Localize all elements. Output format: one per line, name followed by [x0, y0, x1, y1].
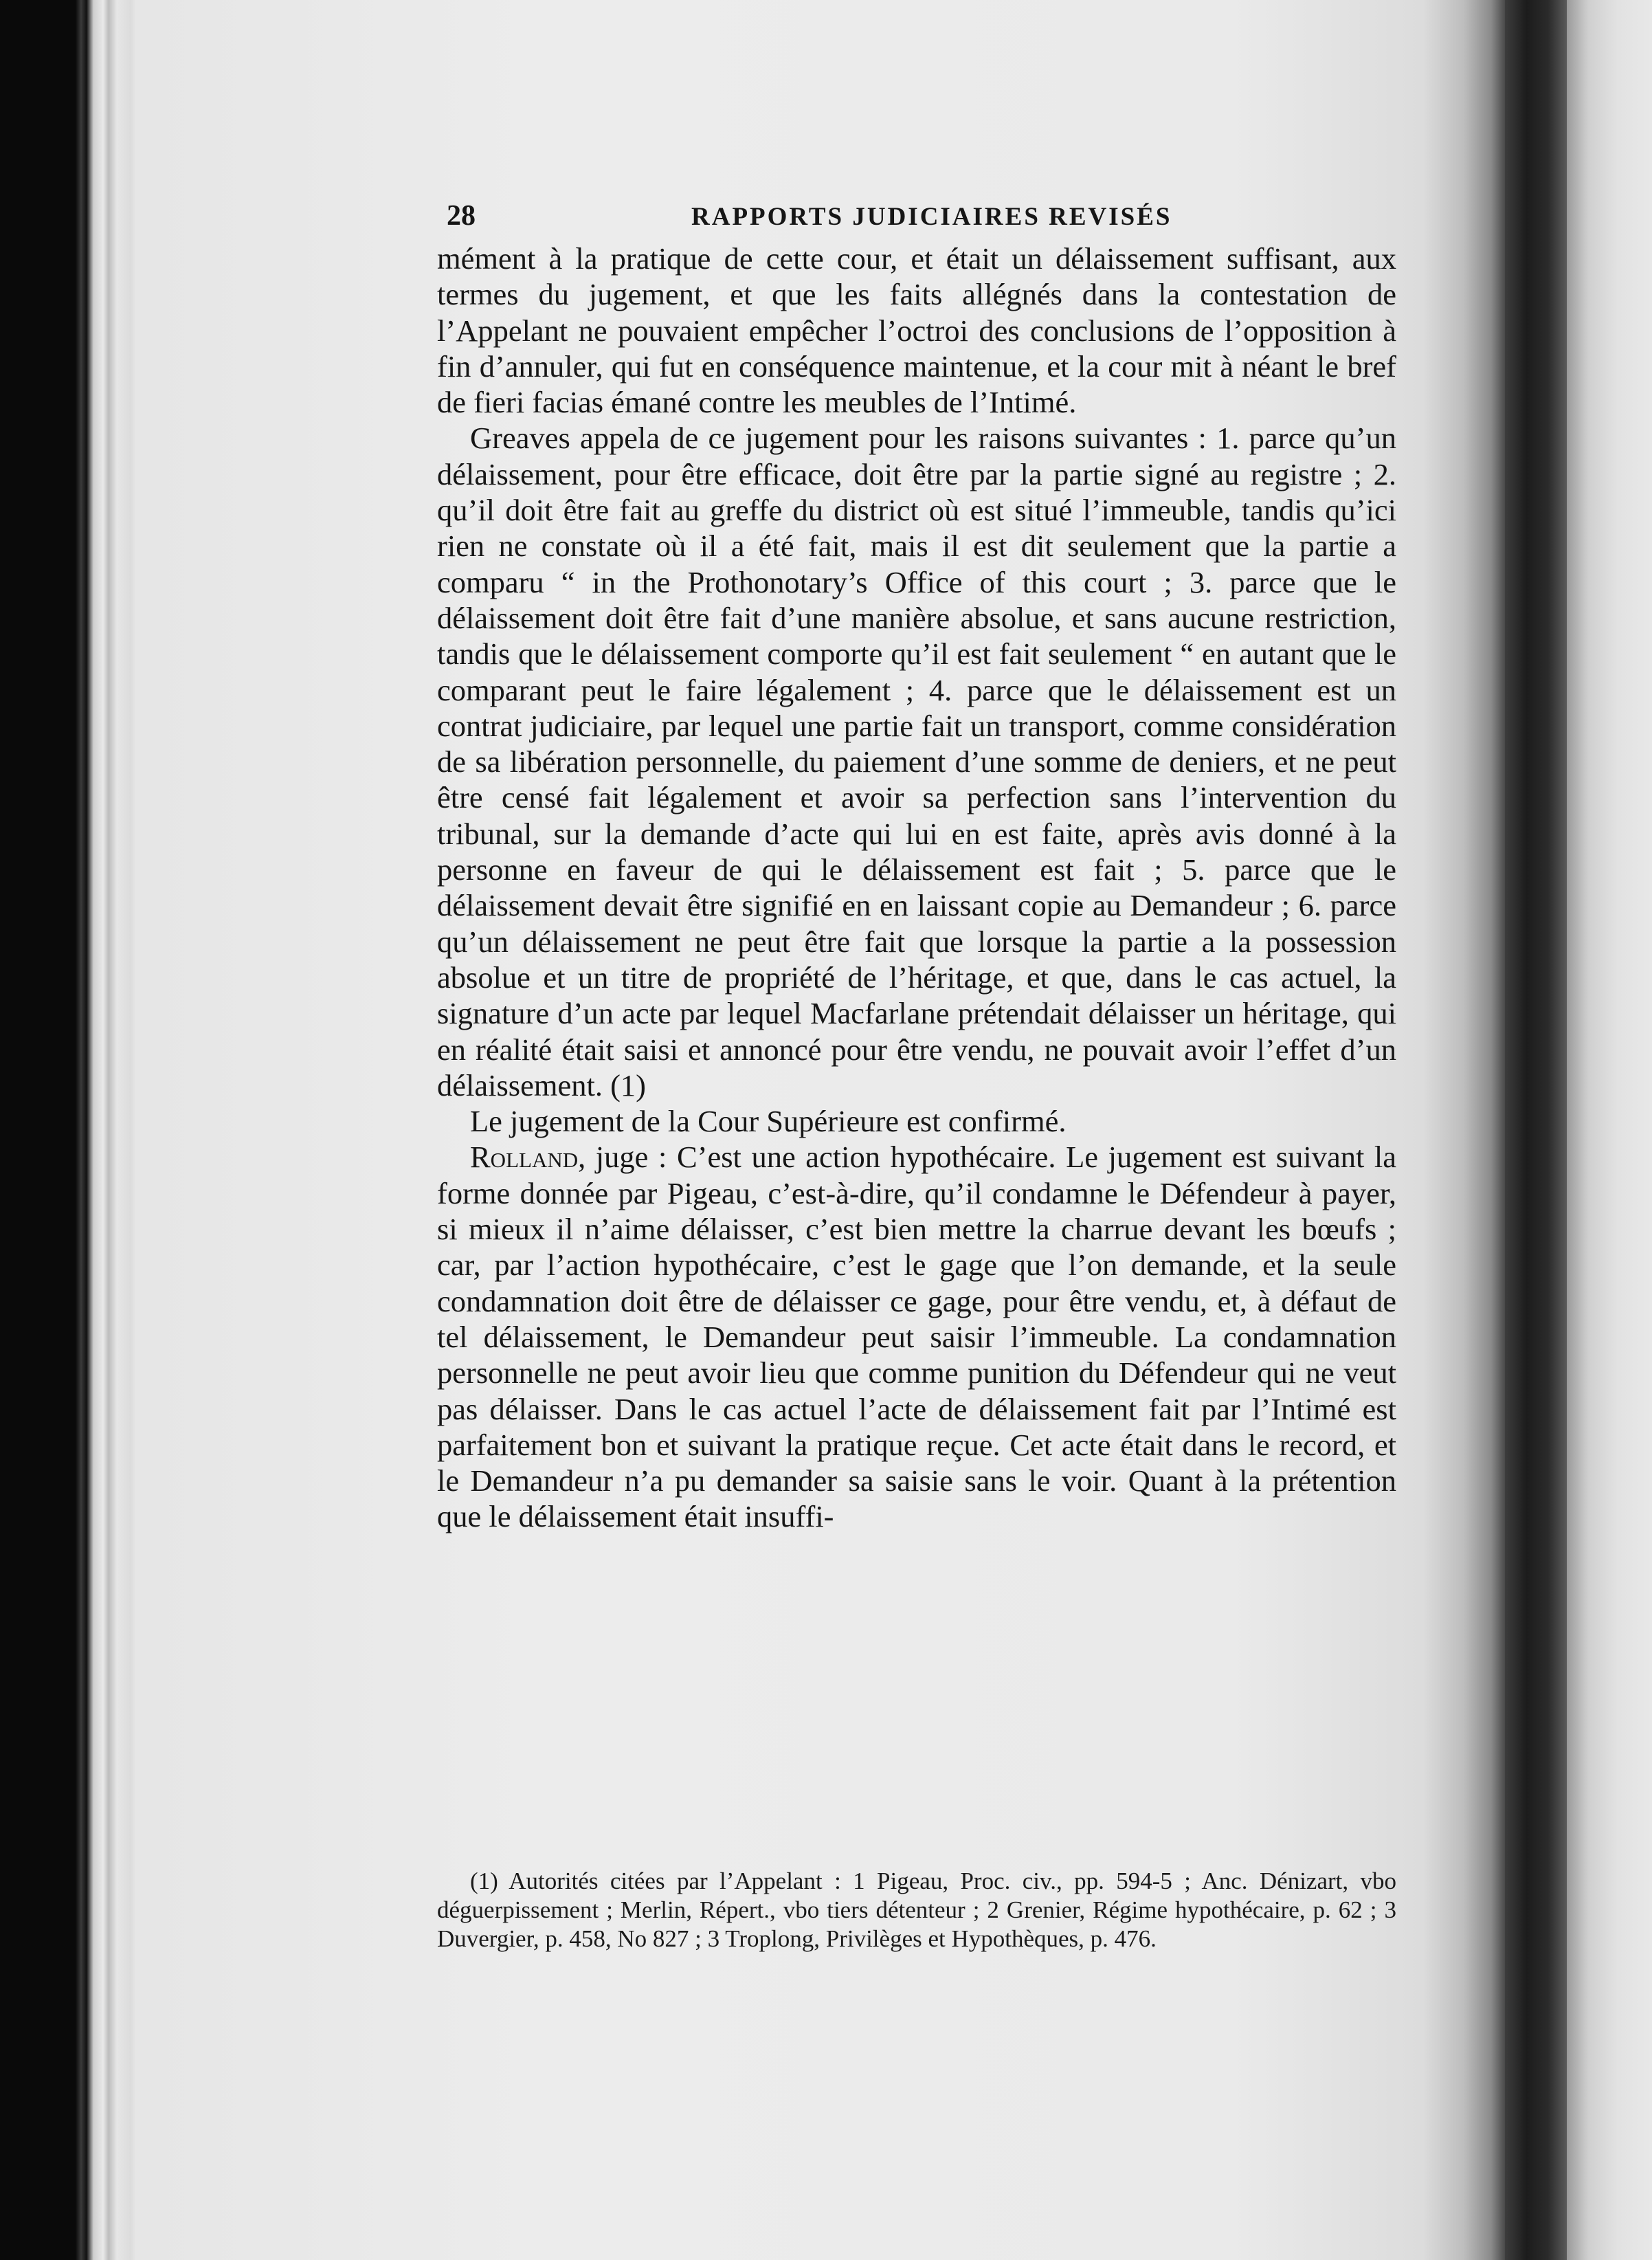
page-text-block — [437, 199, 1396, 1535]
body-text — [437, 241, 1396, 1535]
paragraph-continuation: mément à la pratique de cette cour, et était un délaissement suffisant, aux termes du jugement, et que les faits allégnés dans la contestation de l’Appelant ne pouvaient empêcher l’octroi des conclusions de l’opposition à fin d’annuler, qui fut en conséquence maintenue, et la cour mit à néant le bref de fieri facias émané contre les meubles de l’Intimé. — [437, 241, 1396, 420]
running-title: RAPPORTS JUDICIAIRES REVISÉS — [691, 203, 1172, 231]
judge-name: Rolland, — [470, 1140, 586, 1175]
page-number: 28 — [447, 200, 476, 232]
binding-edge — [0, 0, 137, 2260]
paragraph-judgment: Le jugement de la Cour Supérieure est confirmé. — [470, 1104, 1067, 1139]
running-head — [437, 199, 1396, 241]
paragraph-appeal-reasons: Greaves appela de ce jugement pour les raisons suivantes : 1. parce qu’un délaissement, pour être efficace, doit être par la partie signé au registre ; 2. qu’il doit être fait au greffe du district où est situé l’immeuble, tandis qu’ici rien ne constate où il a été fait, mais il est dit seulement que la partie a comparu “ in the Prothonotary’s Office of this court ; 3. parce que le délaissement doit être fait d’une manière absolue, et sans aucune restriction, tandis que le délaissement comporte qu’il est fait seulement “ en autant que le comparant peut le faire légalement ; 4. parce que le délaissement est un contrat judiciaire, par lequel une partie fait un transport, comme considération de sa libération personnelle, du paiement d’une somme de deniers, et ne peut être censé fait légalement et avoir sa perfection sans l’intervention du tribunal, sur la demande d’acte qui lui en est faite, après avis donné à la personne en faveur de qui le délaissement est fait ; 5. parce que le délaissement devait être signifié en en laissant copie au Demandeur ; 6. parce qu’un délaissement ne peut être fait que lorsque la partie a la possession absolue et un titre de propriété de l’héritage, et que, dans le cas actuel, la signature d’un acte par lequel Macfarlane prétendait délaisser un héritage, qui en réalité était saisi et annoncé pour être vendu, ne pouvait avoir l’effet d’un délaissement. (1) — [437, 421, 1396, 1103]
paragraph-rolland-opinion — [437, 1139, 1396, 1534]
footnotes — [437, 1867, 1396, 1953]
opinion-text: juge : C’est une action hypothécaire. Le jugement est suivant la forme donnée par Pigeau, c’est-à-dire, qu’il condamne le Défendeur à payer, si mieux il n’aime délaisser, c’est bien mettre la charrue devant les bœufs ; car, par l’action hypothécaire, c’est le gage que l’on demande, et la seule condamnation doit être de délaisser ce gage, pour être vendu, et, à défaut de tel délaissement, le Demandeur peut saisir l’immeuble. La condamnation personnelle ne peut avoir lieu que comme punition du Défendeur qui ne veut pas délaisser. Dans le cas actuel l’acte de délaissement fait par l’Intimé est parfaitement bon et suivant la pratique reçue. Cet acte était dans le record, et le Demandeur n’a pu demander sa saisie sans le voir. Quant à la prétention que le délaissement était insuffi- — [437, 1140, 1396, 1534]
footnote-1: (1) Autorités citées par l’Appelant : 1 Pigeau, Proc. civ., pp. 594-5 ; Anc. Dénizart, vbo déguerpissement ; Merlin, Répert., vbo tiers détenteur ; 2 Grenier, Régime hypothécaire, p. 62 ; 3 Duvergier, p. 458, No 827 ; 3 Troplong, Privilèges et Hypothèques, p. 476. — [437, 1868, 1396, 1952]
facing-page-edge — [1567, 0, 1652, 2260]
page-gutter-shadow — [1505, 0, 1567, 2260]
